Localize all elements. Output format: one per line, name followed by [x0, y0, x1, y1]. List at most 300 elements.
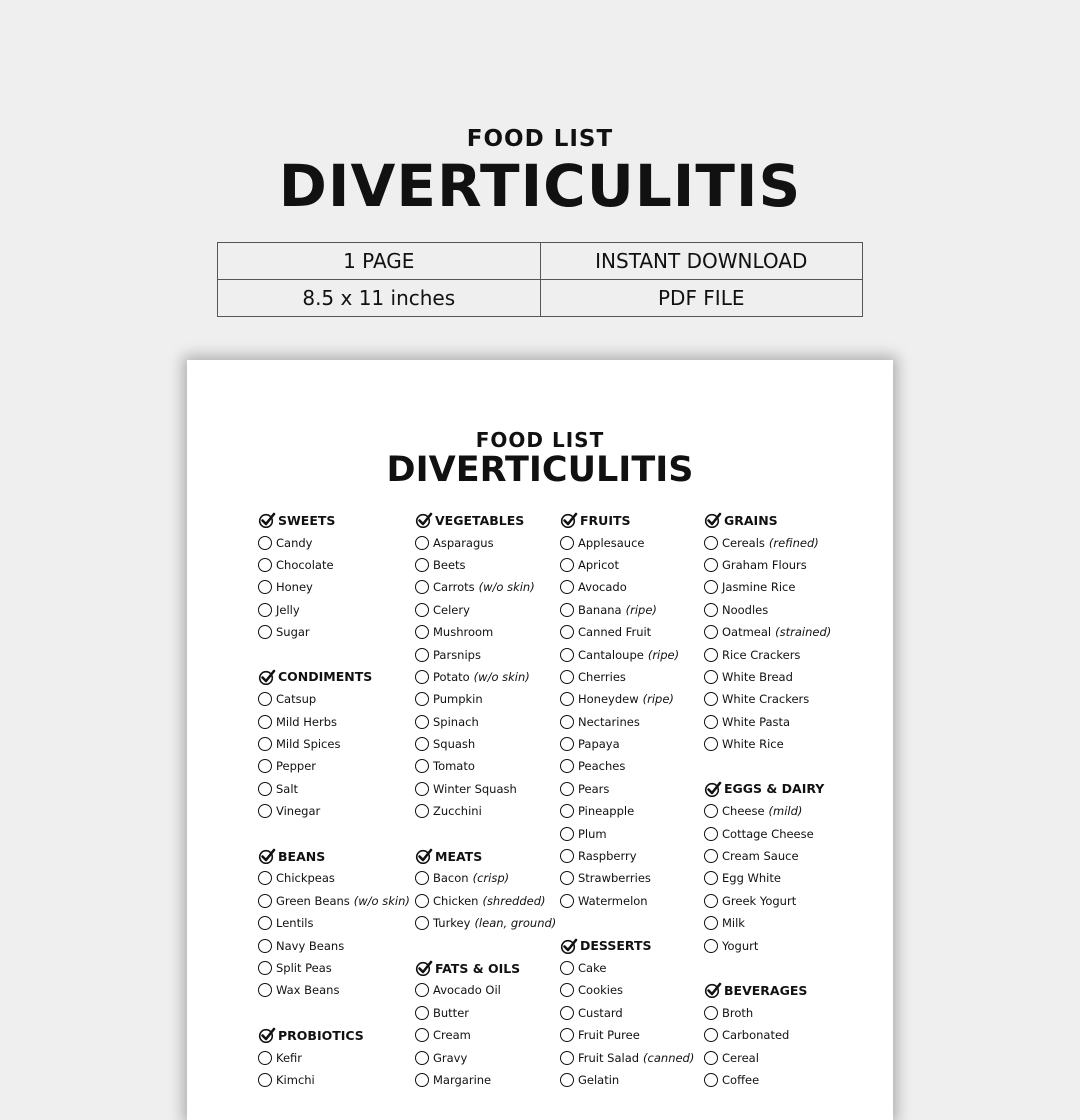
list-item[interactable]	[560, 599, 694, 621]
item-name: White Bread	[722, 669, 793, 684]
list-item[interactable]	[258, 890, 410, 912]
list-item[interactable]	[560, 979, 694, 1001]
list-item[interactable]	[560, 845, 694, 867]
checkbox-circle[interactable]	[704, 1006, 718, 1020]
checkbox-circle[interactable]	[258, 916, 272, 930]
item-name: Potato	[433, 669, 470, 684]
page-subtitle: FOOD LIST	[475, 428, 605, 452]
item-name: Zucchini	[433, 804, 482, 819]
item-name: Kefir	[276, 1050, 303, 1065]
list-item[interactable]	[704, 1002, 831, 1024]
check-circle-icon	[704, 982, 722, 998]
info-download: INSTANT DOWNLOAD	[540, 243, 863, 280]
list-item[interactable]	[560, 800, 694, 822]
checkbox-circle[interactable]	[560, 759, 574, 773]
section-title: EGGS & DAIRY	[724, 781, 825, 797]
section-spacer	[415, 822, 556, 844]
checkbox-circle[interactable]	[704, 603, 718, 617]
list-item[interactable]	[560, 1024, 694, 1046]
checkbox-circle[interactable]	[704, 558, 718, 572]
item-name: Mild Spices	[276, 737, 341, 752]
item-note: (ripe)	[647, 647, 680, 662]
checkbox-circle[interactable]	[560, 536, 574, 550]
list-item[interactable]	[560, 666, 694, 688]
checkbox-circle[interactable]	[704, 670, 718, 684]
list-item[interactable]	[704, 733, 831, 755]
column-1	[258, 509, 410, 1091]
checkbox-circle[interactable]	[415, 1006, 429, 1020]
item-name: Nectarines	[578, 714, 640, 729]
list-item[interactable]	[258, 711, 410, 733]
checkbox-circle[interactable]	[560, 715, 574, 729]
checkbox-circle[interactable]	[704, 1028, 718, 1042]
checkbox-circle[interactable]	[415, 558, 429, 572]
list-item[interactable]	[415, 621, 556, 643]
item-name: Spinach	[433, 714, 479, 729]
list-item[interactable]	[704, 599, 831, 621]
item-name: Winter Squash	[433, 781, 517, 796]
item-note: (canned)	[643, 1050, 695, 1065]
check-circle-icon	[258, 669, 276, 685]
list-item[interactable]	[415, 1024, 556, 1046]
list-item[interactable]	[415, 778, 556, 800]
column-2	[415, 509, 556, 1091]
list-item[interactable]	[258, 1046, 410, 1068]
list-item[interactable]	[560, 867, 694, 889]
item-name: Greek Yogurt	[722, 893, 797, 908]
list-item[interactable]	[704, 890, 831, 912]
checkbox-circle[interactable]	[258, 939, 272, 953]
list-item[interactable]	[258, 934, 410, 956]
item-name: Cake	[578, 961, 607, 975]
check-circle-icon	[415, 848, 433, 864]
item-name: Carrots	[433, 580, 475, 595]
checkbox-circle[interactable]	[415, 737, 429, 751]
list-item[interactable]	[560, 711, 694, 733]
item-name: Yogurt	[722, 938, 759, 953]
item-name: Chicken	[433, 893, 479, 908]
item-name: Split Peas	[276, 961, 332, 975]
item-name: Cookies	[578, 983, 624, 998]
section-spacer	[704, 755, 831, 777]
list-item[interactable]	[704, 531, 831, 553]
list-item[interactable]	[560, 1046, 694, 1068]
checkbox-circle[interactable]	[560, 558, 574, 572]
list-item[interactable]	[258, 554, 410, 576]
list-item[interactable]	[415, 912, 556, 934]
check-circle-icon	[704, 781, 722, 797]
item-name: Green Beans	[276, 893, 350, 908]
document-preview	[187, 360, 893, 1120]
item-name: Cereal	[722, 1050, 759, 1065]
checkbox-circle[interactable]	[258, 737, 272, 751]
list-item[interactable]	[415, 979, 556, 1001]
item-name: White Rice	[722, 737, 784, 752]
list-item[interactable]	[258, 912, 410, 934]
list-item[interactable]	[258, 531, 410, 553]
section-header	[258, 845, 410, 867]
checkbox-circle[interactable]	[415, 894, 429, 908]
list-item[interactable]	[415, 554, 556, 576]
checkbox-circle[interactable]	[258, 715, 272, 729]
item-name: Cream	[433, 1028, 471, 1043]
item-name: Pears	[578, 781, 610, 796]
check-circle-icon	[258, 512, 276, 528]
item-name: Candy	[276, 535, 313, 550]
item-name: Asparagus	[433, 535, 494, 550]
section-header	[415, 509, 556, 531]
section-header	[258, 509, 410, 531]
checkbox-circle[interactable]	[415, 580, 429, 594]
checkbox-circle[interactable]	[415, 603, 429, 617]
checkbox-circle[interactable]	[704, 827, 718, 841]
list-item[interactable]	[704, 867, 831, 889]
list-item[interactable]	[704, 912, 831, 934]
list-item[interactable]	[560, 576, 694, 598]
item-name: Wax Beans	[276, 983, 340, 998]
item-note: (lean, ground)	[474, 916, 557, 931]
page-title: DIVERTICULITIS	[386, 450, 694, 490]
checkbox-circle[interactable]	[704, 849, 718, 863]
checkbox-circle[interactable]	[560, 580, 574, 594]
checkbox-circle[interactable]	[560, 961, 574, 975]
check-circle-icon	[415, 960, 433, 976]
header-subtitle: FOOD LIST	[466, 126, 614, 152]
item-name: Beets	[433, 557, 466, 572]
check-circle-icon	[258, 1027, 276, 1043]
item-name: Gelatin	[578, 1072, 620, 1087]
checkbox-circle[interactable]	[704, 939, 718, 953]
list-item[interactable]	[560, 688, 694, 710]
item-name: Mushroom	[433, 625, 494, 640]
item-name: Applesauce	[578, 535, 645, 550]
list-item[interactable]	[415, 688, 556, 710]
section-header	[704, 979, 831, 1001]
item-name: Margarine	[433, 1072, 492, 1087]
item-name: Navy Beans	[276, 938, 345, 953]
item-name: Milk	[722, 916, 745, 931]
section-title: MEATS	[435, 848, 483, 864]
check-circle-icon	[258, 848, 276, 864]
item-name: Broth	[722, 1005, 754, 1020]
section-title: FRUITS	[580, 512, 631, 528]
list-item[interactable]	[415, 755, 556, 777]
item-name: Coffee	[722, 1072, 760, 1087]
list-item[interactable]	[704, 576, 831, 598]
item-name: Pepper	[276, 759, 317, 774]
checkbox-circle[interactable]	[258, 580, 272, 594]
list-item[interactable]	[258, 688, 410, 710]
section-header	[415, 845, 556, 867]
section-header	[258, 1024, 410, 1046]
item-note: (strained)	[775, 625, 832, 640]
check-circle-icon	[704, 512, 722, 528]
list-item[interactable]	[704, 800, 831, 822]
item-name: Jelly	[276, 602, 300, 617]
section-title: BEANS	[278, 848, 326, 864]
checkbox-circle[interactable]	[704, 692, 718, 706]
item-name: Cereals	[722, 535, 765, 550]
list-item[interactable]	[704, 1046, 831, 1068]
item-name: Turkey	[433, 916, 471, 931]
section-header	[560, 509, 694, 531]
checkbox-circle[interactable]	[704, 625, 718, 639]
item-name: Kimchi	[276, 1072, 315, 1087]
item-name: Cream Sauce	[722, 849, 799, 864]
checkbox-circle[interactable]	[415, 625, 429, 639]
checkbox-circle[interactable]	[704, 871, 718, 885]
list-item[interactable]	[415, 733, 556, 755]
item-name: Honey	[276, 580, 313, 595]
section-spacer	[258, 643, 410, 665]
item-name: Sugar	[276, 625, 310, 640]
section-title: SWEETS	[278, 512, 336, 528]
list-item[interactable]	[415, 531, 556, 553]
section-spacer	[258, 1002, 410, 1024]
list-item[interactable]	[415, 599, 556, 621]
checkbox-circle[interactable]	[560, 1051, 574, 1065]
item-name: Lentils	[276, 916, 314, 931]
section-header	[415, 957, 556, 979]
section-spacer	[415, 934, 556, 956]
column-4	[704, 509, 831, 1091]
item-name: Apricot	[578, 557, 619, 572]
checkbox-circle[interactable]	[415, 759, 429, 773]
checkbox-circle[interactable]	[258, 782, 272, 796]
list-item[interactable]	[258, 733, 410, 755]
checkbox-circle[interactable]	[258, 1051, 272, 1065]
item-name: Vinegar	[276, 804, 321, 819]
list-item[interactable]	[258, 867, 410, 889]
item-name: White Crackers	[722, 692, 810, 707]
checkbox-circle[interactable]	[415, 692, 429, 706]
list-item[interactable]	[258, 957, 410, 979]
item-note: (mild)	[768, 804, 803, 819]
item-name: Pineapple	[578, 804, 635, 819]
list-item[interactable]	[415, 666, 556, 688]
checkbox-circle[interactable]	[258, 804, 272, 818]
info-size: 8.5 x 11 inches	[218, 280, 541, 317]
checkbox-circle[interactable]	[258, 871, 272, 885]
item-name: Tomato	[433, 759, 475, 774]
checkbox-circle[interactable]	[258, 961, 272, 975]
list-item[interactable]	[560, 554, 694, 576]
item-name: Mild Herbs	[276, 714, 338, 729]
item-name: Jasmine Rice	[722, 580, 796, 595]
list-item[interactable]	[560, 643, 694, 665]
section-title: GRAINS	[724, 512, 778, 528]
item-name: Watermelon	[578, 893, 648, 908]
checkbox-circle[interactable]	[415, 715, 429, 729]
checkbox-circle[interactable]	[704, 715, 718, 729]
item-name: Cottage Cheese	[722, 826, 814, 841]
item-name: Rice Crackers	[722, 647, 801, 662]
item-name: Butter	[433, 1005, 469, 1020]
list-item[interactable]	[258, 576, 410, 598]
checkbox-circle[interactable]	[560, 804, 574, 818]
section-title: PROBIOTICS	[278, 1027, 364, 1043]
checkbox-circle[interactable]	[704, 580, 718, 594]
list-item[interactable]	[258, 599, 410, 621]
checkbox-circle[interactable]	[560, 737, 574, 751]
section-title: BEVERAGES	[724, 982, 808, 998]
item-note: (shredded)	[482, 893, 546, 908]
checkbox-circle[interactable]	[415, 670, 429, 684]
checkbox-circle[interactable]	[415, 804, 429, 818]
item-note: (ripe)	[625, 602, 657, 617]
checkbox-circle[interactable]	[704, 916, 718, 930]
section-spacer	[704, 957, 831, 979]
list-item[interactable]	[258, 979, 410, 1001]
checkbox-circle[interactable]	[258, 983, 272, 997]
list-item[interactable]	[704, 934, 831, 956]
item-name: Carbonated	[722, 1028, 790, 1043]
item-name: Parsnips	[433, 647, 481, 662]
checkbox-circle[interactable]	[704, 1051, 718, 1065]
item-name: Salt	[276, 781, 299, 796]
item-name: Cantaloupe	[578, 647, 644, 662]
section-title: CONDIMENTS	[278, 669, 373, 685]
checkbox-circle[interactable]	[258, 603, 272, 617]
checkbox-circle[interactable]	[704, 536, 718, 550]
list-item[interactable]	[560, 890, 694, 912]
checkbox-circle[interactable]	[560, 849, 574, 863]
list-item[interactable]	[415, 1002, 556, 1024]
list-item[interactable]	[704, 666, 831, 688]
list-item[interactable]	[415, 867, 556, 889]
item-name: Bacon	[433, 871, 469, 886]
item-name: Squash	[433, 737, 476, 752]
checkbox-circle[interactable]	[415, 648, 429, 662]
list-item[interactable]	[258, 800, 410, 822]
checkbox-circle[interactable]	[560, 871, 574, 885]
list-item[interactable]	[704, 643, 831, 665]
list-item[interactable]	[704, 711, 831, 733]
list-item[interactable]	[704, 845, 831, 867]
item-name: Egg White	[722, 871, 781, 886]
checkbox-circle[interactable]	[415, 871, 429, 885]
list-item[interactable]	[258, 778, 410, 800]
checkbox-circle[interactable]	[258, 536, 272, 550]
item-name: Raspberry	[578, 849, 637, 864]
checkbox-circle[interactable]	[704, 804, 718, 818]
list-item[interactable]	[415, 576, 556, 598]
checkbox-circle[interactable]	[560, 603, 574, 617]
checkbox-circle[interactable]	[560, 670, 574, 684]
section-title: DESSERTS	[580, 938, 652, 954]
check-circle-icon	[560, 512, 578, 528]
item-name: Celery	[433, 602, 470, 617]
item-name: Papaya	[578, 737, 620, 752]
item-name: Cheese	[722, 804, 765, 819]
list-item[interactable]	[560, 531, 694, 553]
column-3	[560, 509, 694, 1091]
section-title: VEGETABLES	[435, 512, 525, 528]
list-item[interactable]	[258, 755, 410, 777]
item-name: Honeydew	[578, 692, 639, 707]
item-name: White Pasta	[722, 714, 791, 729]
checkbox-circle[interactable]	[560, 1006, 574, 1020]
list-item[interactable]	[704, 822, 831, 844]
info-pages: 1 PAGE	[218, 243, 541, 280]
item-name: Catsup	[276, 692, 317, 707]
list-item[interactable]	[704, 621, 831, 643]
list-item[interactable]	[560, 957, 694, 979]
checkbox-circle[interactable]	[560, 894, 574, 908]
checkbox-circle[interactable]	[560, 625, 574, 639]
check-circle-icon	[560, 938, 578, 954]
item-name: Avocado Oil	[433, 983, 501, 998]
list-item[interactable]	[704, 554, 831, 576]
list-item[interactable]	[415, 711, 556, 733]
checkbox-circle[interactable]	[560, 1028, 574, 1042]
checkbox-circle[interactable]	[704, 648, 718, 662]
list-item[interactable]	[415, 890, 556, 912]
checkbox-circle[interactable]	[560, 648, 574, 662]
checkbox-circle[interactable]	[258, 759, 272, 773]
item-name: Plum	[578, 826, 607, 841]
item-note: (w/o skin)	[478, 580, 535, 595]
list-item[interactable]	[415, 1046, 556, 1068]
checkbox-circle[interactable]	[258, 625, 272, 639]
checkbox-circle[interactable]	[258, 558, 272, 572]
list-item[interactable]	[560, 755, 694, 777]
list-item[interactable]	[560, 1002, 694, 1024]
list-item[interactable]	[560, 733, 694, 755]
checkbox-circle[interactable]	[415, 782, 429, 796]
checkbox-circle[interactable]	[415, 983, 429, 997]
section-header	[560, 934, 694, 956]
item-name: Chocolate	[276, 557, 334, 572]
list-item[interactable]	[415, 643, 556, 665]
list-item[interactable]	[704, 688, 831, 710]
item-name: Avocado	[578, 580, 627, 595]
item-name: Fruit Puree	[578, 1028, 640, 1043]
item-name: Fruit Salad	[578, 1050, 640, 1065]
info-row	[218, 280, 863, 317]
item-name: Cherries	[578, 669, 626, 684]
checkbox-circle[interactable]	[560, 827, 574, 841]
item-name: Peaches	[578, 759, 626, 774]
item-name: Noodles	[722, 602, 769, 617]
item-note: (crisp)	[472, 871, 510, 886]
item-name: Oatmeal	[722, 625, 772, 640]
section-title: FATS & OILS	[435, 960, 521, 976]
checkbox-circle[interactable]	[258, 692, 272, 706]
checkbox-circle[interactable]	[415, 536, 429, 550]
list-item[interactable]	[258, 621, 410, 643]
item-note: (ripe)	[642, 692, 674, 707]
list-item[interactable]	[704, 1024, 831, 1046]
checkbox-circle[interactable]	[560, 782, 574, 796]
checkbox-circle[interactable]	[704, 737, 718, 751]
item-note: (w/o skin)	[353, 893, 410, 908]
checkbox-circle[interactable]	[258, 894, 272, 908]
checkbox-circle[interactable]	[704, 894, 718, 908]
checkbox-circle[interactable]	[415, 916, 429, 930]
checkbox-circle[interactable]	[415, 1051, 429, 1065]
list-item[interactable]	[560, 778, 694, 800]
list-item[interactable]	[560, 621, 694, 643]
section-header	[704, 509, 831, 531]
list-item[interactable]	[560, 822, 694, 844]
checkbox-circle[interactable]	[560, 692, 574, 706]
list-item[interactable]	[415, 800, 556, 822]
checkbox-circle[interactable]	[415, 1028, 429, 1042]
checkbox-circle[interactable]	[560, 983, 574, 997]
item-name: Custard	[578, 1005, 623, 1020]
info-row	[218, 243, 863, 280]
